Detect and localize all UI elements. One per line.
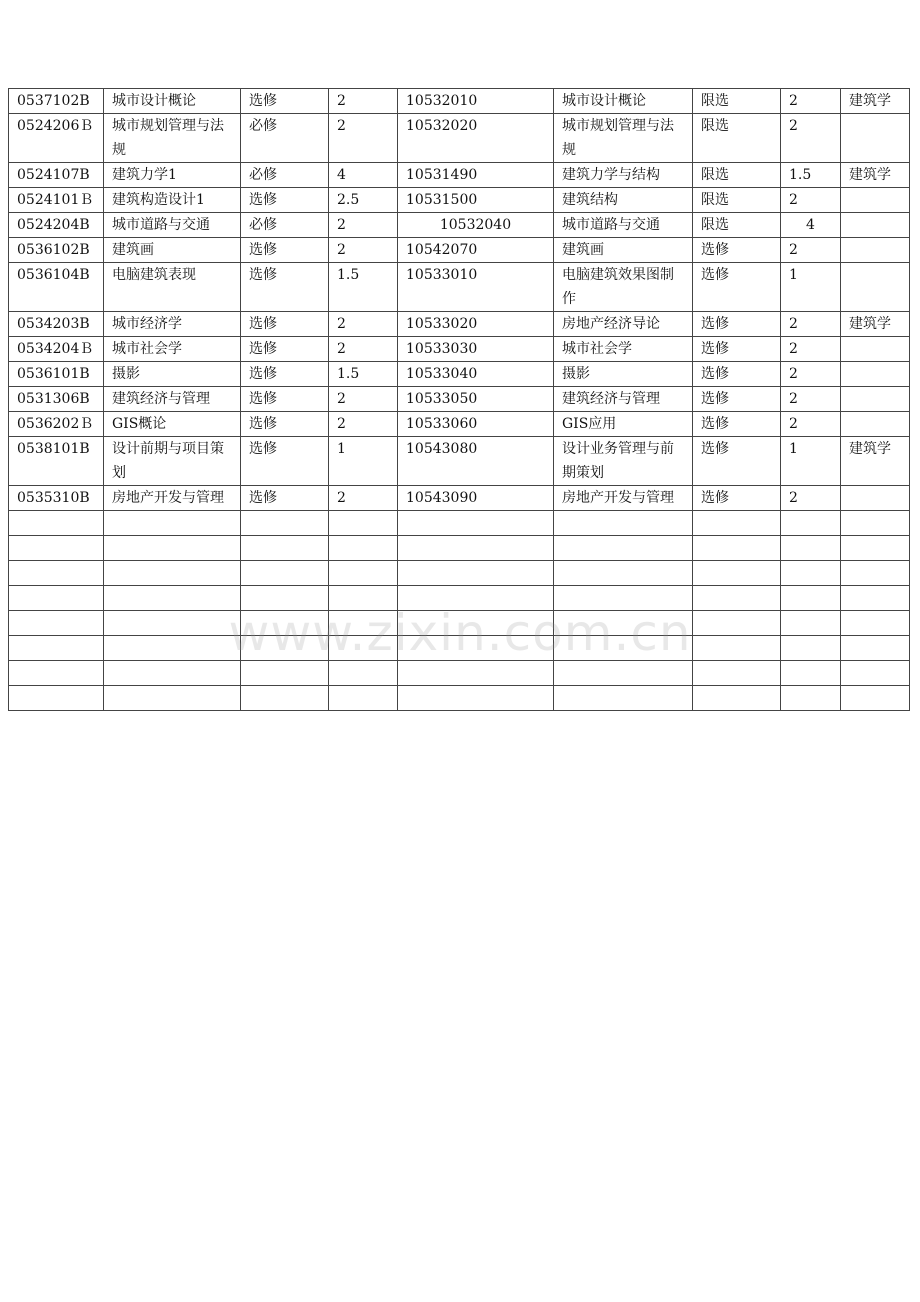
old-course-type-cell: 选修 — [241, 238, 329, 263]
old-course-type-cell — [241, 561, 329, 586]
new-course-name-cell — [554, 686, 693, 711]
old-course-code-cell — [9, 536, 104, 561]
table-row — [9, 387, 910, 412]
new-course-type-cell: 选修 — [693, 412, 781, 437]
old-course-name-cell — [104, 561, 241, 586]
table-row — [9, 188, 910, 213]
watermark: www.zixin.com.cn — [228, 604, 692, 662]
table-row — [9, 89, 910, 114]
major-cell — [841, 486, 910, 511]
old-course-type-cell: 选修 — [241, 437, 329, 486]
new-course-type-cell — [693, 636, 781, 661]
major-cell: 建筑学 — [841, 163, 910, 188]
new-course-type-cell: 选修 — [693, 486, 781, 511]
old-course-name-cell — [104, 636, 241, 661]
new-course-name-cell: 设计业务管理与前期策划 — [554, 437, 693, 486]
old-course-name-cell: 城市设计概论 — [104, 89, 241, 114]
old-credits-cell: 2.5 — [329, 188, 398, 213]
table-row — [9, 362, 910, 387]
old-course-type-cell: 选修 — [241, 337, 329, 362]
major-cell — [841, 536, 910, 561]
old-credits-cell: 4 — [329, 163, 398, 188]
major-cell: 建筑学 — [841, 312, 910, 337]
old-course-code-cell: 0536104B — [9, 263, 104, 312]
new-course-type-cell: 选修 — [693, 312, 781, 337]
table-row — [9, 661, 910, 686]
old-course-code-cell — [9, 661, 104, 686]
new-credits-cell: 2 — [781, 362, 841, 387]
old-course-code-cell — [9, 611, 104, 636]
new-credits-cell: 2 — [781, 486, 841, 511]
old-credits-cell: 2 — [329, 213, 398, 238]
major-cell — [841, 511, 910, 536]
new-course-name-cell — [554, 661, 693, 686]
new-course-name-cell: 建筑力学与结构 — [554, 163, 693, 188]
old-course-code-cell — [9, 511, 104, 536]
old-course-type-cell — [241, 536, 329, 561]
old-course-name-cell — [104, 686, 241, 711]
new-course-code-cell: 10533020 — [398, 312, 554, 337]
major-cell — [841, 412, 910, 437]
table-row — [9, 238, 910, 263]
new-credits-cell: 2 — [781, 312, 841, 337]
table-body — [9, 89, 910, 711]
old-credits-cell — [329, 686, 398, 711]
old-credits-cell — [329, 561, 398, 586]
old-course-name-cell — [104, 586, 241, 611]
old-course-name-cell: 建筑构造设计1 — [104, 188, 241, 213]
old-course-name-cell: GIS概论 — [104, 412, 241, 437]
old-course-name-cell: 城市规划管理与法规 — [104, 114, 241, 163]
new-course-type-cell: 选修 — [693, 437, 781, 486]
old-course-code-cell — [9, 586, 104, 611]
new-credits-cell — [781, 586, 841, 611]
new-course-type-cell: 限选 — [693, 89, 781, 114]
old-course-name-cell: 建筑经济与管理 — [104, 387, 241, 412]
old-course-name-cell — [104, 536, 241, 561]
table-row — [9, 213, 910, 238]
old-course-type-cell: 选修 — [241, 362, 329, 387]
new-course-code-cell — [398, 636, 554, 661]
old-credits-cell — [329, 661, 398, 686]
old-credits-cell — [329, 586, 398, 611]
new-course-type-cell — [693, 511, 781, 536]
table-row — [9, 412, 910, 437]
new-course-code-cell: 10542070 — [398, 238, 554, 263]
old-course-type-cell — [241, 661, 329, 686]
new-course-name-cell — [554, 561, 693, 586]
new-course-name-cell: 建筑画 — [554, 238, 693, 263]
new-course-type-cell — [693, 586, 781, 611]
new-course-code-cell: 10543080 — [398, 437, 554, 486]
new-credits-cell: 1 — [781, 437, 841, 486]
new-credits-cell — [781, 686, 841, 711]
new-credits-cell: 2 — [781, 188, 841, 213]
new-course-name-cell — [554, 536, 693, 561]
new-course-type-cell: 限选 — [693, 213, 781, 238]
new-credits-cell: 2 — [781, 89, 841, 114]
old-credits-cell: 2 — [329, 89, 398, 114]
major-cell — [841, 686, 910, 711]
new-course-code-cell: 10533060 — [398, 412, 554, 437]
new-credits-cell: 1 — [781, 263, 841, 312]
new-credits-cell — [781, 511, 841, 536]
new-course-type-cell: 选修 — [693, 387, 781, 412]
old-credits-cell: 2 — [329, 412, 398, 437]
new-course-type-cell — [693, 561, 781, 586]
new-credits-cell: 2 — [781, 387, 841, 412]
new-course-name-cell: 摄影 — [554, 362, 693, 387]
old-credits-cell: 2 — [329, 238, 398, 263]
major-cell — [841, 337, 910, 362]
table-row — [9, 437, 910, 486]
new-course-name-cell — [554, 636, 693, 661]
old-course-name-cell: 城市社会学 — [104, 337, 241, 362]
table-row — [9, 486, 910, 511]
major-cell — [841, 362, 910, 387]
major-cell: 建筑学 — [841, 437, 910, 486]
new-credits-cell — [781, 636, 841, 661]
old-course-type-cell: 选修 — [241, 312, 329, 337]
old-course-type-cell: 选修 — [241, 486, 329, 511]
new-course-name-cell: 城市设计概论 — [554, 89, 693, 114]
new-course-code-cell: 10533050 — [398, 387, 554, 412]
major-cell — [841, 636, 910, 661]
old-course-code-cell: 0534203B — [9, 312, 104, 337]
table-row — [9, 114, 910, 163]
old-course-type-cell: 选修 — [241, 89, 329, 114]
new-credits-cell — [781, 611, 841, 636]
new-course-code-cell — [398, 536, 554, 561]
table-row — [9, 686, 910, 711]
new-course-code-cell: 10531500 — [398, 188, 554, 213]
old-credits-cell: 1.5 — [329, 263, 398, 312]
major-cell — [841, 238, 910, 263]
old-course-type-cell: 选修 — [241, 188, 329, 213]
new-credits-cell: 2 — [781, 114, 841, 163]
old-course-type-cell — [241, 511, 329, 536]
new-course-type-cell: 选修 — [693, 337, 781, 362]
new-credits-cell: 1.5 — [781, 163, 841, 188]
new-course-type-cell — [693, 536, 781, 561]
table-row — [9, 611, 910, 636]
old-course-type-cell: 必修 — [241, 213, 329, 238]
major-cell — [841, 661, 910, 686]
old-course-name-cell: 城市经济学 — [104, 312, 241, 337]
old-course-code-cell: 0524206Ｂ — [9, 114, 104, 163]
table-row — [9, 586, 910, 611]
table-row — [9, 337, 910, 362]
old-credits-cell: 2 — [329, 387, 398, 412]
new-course-name-cell: 建筑结构 — [554, 188, 693, 213]
old-course-name-cell: 房地产开发与管理 — [104, 486, 241, 511]
new-course-name-cell: 城市道路与交通 — [554, 213, 693, 238]
old-credits-cell — [329, 611, 398, 636]
old-course-type-cell — [241, 586, 329, 611]
table-row — [9, 163, 910, 188]
new-course-name-cell: GIS应用 — [554, 412, 693, 437]
new-credits-cell — [781, 561, 841, 586]
new-course-type-cell — [693, 661, 781, 686]
old-credits-cell: 1 — [329, 437, 398, 486]
new-credits-cell: 4 — [781, 213, 841, 238]
new-course-type-cell: 限选 — [693, 163, 781, 188]
old-credits-cell: 2 — [329, 114, 398, 163]
table-row — [9, 312, 910, 337]
old-course-type-cell: 必修 — [241, 163, 329, 188]
new-course-type-cell — [693, 611, 781, 636]
new-course-name-cell — [554, 511, 693, 536]
new-course-code-cell — [398, 586, 554, 611]
new-course-name-cell — [554, 611, 693, 636]
old-course-code-cell: 0538101B — [9, 437, 104, 486]
old-credits-cell: 2 — [329, 337, 398, 362]
table-row — [9, 263, 910, 312]
new-credits-cell — [781, 661, 841, 686]
major-cell — [841, 611, 910, 636]
old-course-name-cell: 摄影 — [104, 362, 241, 387]
table-row — [9, 511, 910, 536]
old-course-name-cell: 建筑画 — [104, 238, 241, 263]
new-credits-cell: 2 — [781, 412, 841, 437]
major-cell — [841, 213, 910, 238]
new-course-code-cell — [398, 561, 554, 586]
major-cell — [841, 188, 910, 213]
new-course-code-cell — [398, 686, 554, 711]
old-course-name-cell — [104, 611, 241, 636]
old-course-code-cell — [9, 561, 104, 586]
old-course-type-cell — [241, 686, 329, 711]
major-cell: 建筑学 — [841, 89, 910, 114]
table-row — [9, 536, 910, 561]
old-course-type-cell: 选修 — [241, 387, 329, 412]
old-credits-cell — [329, 511, 398, 536]
table-row — [9, 561, 910, 586]
old-credits-cell — [329, 536, 398, 561]
old-course-name-cell: 设计前期与项目策划 — [104, 437, 241, 486]
new-credits-cell: 2 — [781, 337, 841, 362]
old-course-name-cell: 城市道路与交通 — [104, 213, 241, 238]
new-course-type-cell: 限选 — [693, 188, 781, 213]
new-course-code-cell: 10533030 — [398, 337, 554, 362]
old-course-code-cell: 0524107B — [9, 163, 104, 188]
new-course-code-cell: 10533040 — [398, 362, 554, 387]
old-course-code-cell: 0535310B — [9, 486, 104, 511]
old-course-type-cell — [241, 611, 329, 636]
new-course-type-cell: 选修 — [693, 362, 781, 387]
table-row — [9, 636, 910, 661]
old-course-type-cell: 选修 — [241, 412, 329, 437]
old-credits-cell — [329, 636, 398, 661]
major-cell — [841, 561, 910, 586]
major-cell — [841, 387, 910, 412]
new-course-name-cell: 建筑经济与管理 — [554, 387, 693, 412]
old-course-name-cell: 电脑建筑表现 — [104, 263, 241, 312]
new-course-code-cell: 10532040 — [398, 213, 554, 238]
old-credits-cell: 1.5 — [329, 362, 398, 387]
new-course-type-cell: 限选 — [693, 114, 781, 163]
new-course-name-cell: 房地产经济导论 — [554, 312, 693, 337]
new-course-name-cell: 电脑建筑效果图制作 — [554, 263, 693, 312]
old-course-code-cell: 0524204B — [9, 213, 104, 238]
course-mapping-table — [8, 88, 910, 711]
new-course-code-cell — [398, 661, 554, 686]
old-course-type-cell: 选修 — [241, 263, 329, 312]
old-course-code-cell — [9, 686, 104, 711]
old-course-code-cell: 0536102B — [9, 238, 104, 263]
new-course-name-cell: 城市社会学 — [554, 337, 693, 362]
major-cell — [841, 586, 910, 611]
old-credits-cell: 2 — [329, 312, 398, 337]
old-course-code-cell: 0536202Ｂ — [9, 412, 104, 437]
new-course-type-cell: 选修 — [693, 238, 781, 263]
old-course-code-cell: 0537102B — [9, 89, 104, 114]
new-course-code-cell: 10543090 — [398, 486, 554, 511]
new-course-name-cell — [554, 586, 693, 611]
old-course-type-cell — [241, 636, 329, 661]
old-course-code-cell: 0536101B — [9, 362, 104, 387]
old-credits-cell: 2 — [329, 486, 398, 511]
major-cell — [841, 263, 910, 312]
old-course-type-cell: 必修 — [241, 114, 329, 163]
old-course-code-cell: 0531306B — [9, 387, 104, 412]
new-course-name-cell: 城市规划管理与法规 — [554, 114, 693, 163]
old-course-name-cell — [104, 511, 241, 536]
new-course-code-cell: 10533010 — [398, 263, 554, 312]
major-cell — [841, 114, 910, 163]
new-course-code-cell: 10531490 — [398, 163, 554, 188]
new-course-name-cell: 房地产开发与管理 — [554, 486, 693, 511]
new-course-code-cell — [398, 611, 554, 636]
old-course-code-cell: 0524101Ｂ — [9, 188, 104, 213]
new-course-type-cell: 选修 — [693, 263, 781, 312]
new-course-code-cell: 10532010 — [398, 89, 554, 114]
old-course-code-cell — [9, 636, 104, 661]
old-course-name-cell: 建筑力学1 — [104, 163, 241, 188]
new-course-code-cell — [398, 511, 554, 536]
old-course-code-cell: 0534204Ｂ — [9, 337, 104, 362]
new-credits-cell — [781, 536, 841, 561]
new-credits-cell: 2 — [781, 238, 841, 263]
new-course-type-cell — [693, 686, 781, 711]
old-course-name-cell — [104, 661, 241, 686]
new-course-code-cell: 10532020 — [398, 114, 554, 163]
